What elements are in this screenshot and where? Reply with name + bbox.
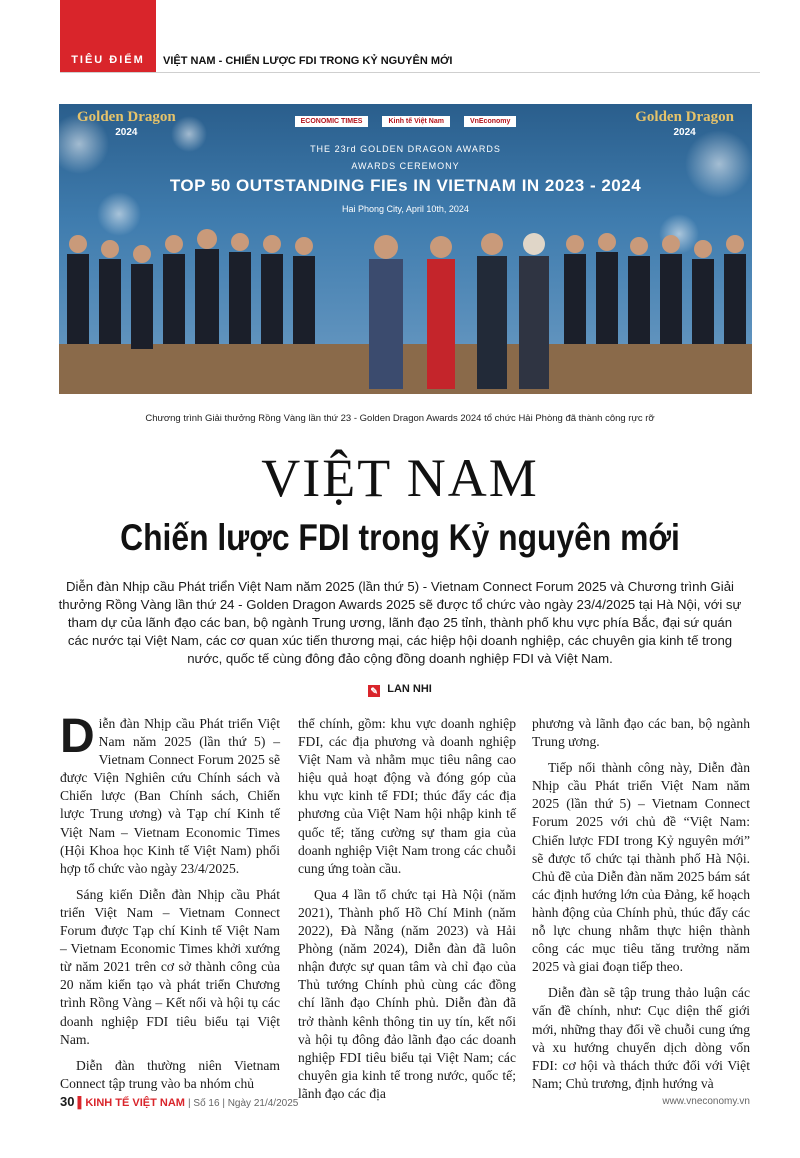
paragraph: thể chính, gồm: khu vực doanh nghiệp FDI, các địa phương và doanh nghiệp Việt Nam và nhằm mục tiêu nâng cao hiệu quả hoạt động và đóng góp của khu vực kinh tế FDI; thúc đẩy các địa phương của Việt Nam hội nhập kinh tế quốc tế; tăng cường sự tham gia của doanh nghiệp Việt Nam trong các chuỗi cung ứng toàn cầu.	[298, 716, 516, 876]
paragraph: Sáng kiến Diễn đàn Nhịp cầu Phát triển Việt Nam – Vietnam Connect Forum được Tạp chí Kinh tế Việt Nam – Vietnam Economic Times khởi xướng từ năm 2021 trên cơ sở thành công của 20 năm kiến tạo và phát triển Chương trình Rồng Vàng – Kết nối và hội tụ các doanh nghiệp FDI tiêu biểu tại Việt Nam.	[60, 886, 280, 1047]
section-tag: TIÊU ĐIỂM	[60, 0, 156, 72]
sponsor-logos	[59, 116, 752, 127]
economic-times-logo: ECONOMIC TIMES	[295, 116, 369, 127]
paragraph: Diễn đàn Nhịp cầu Phát triển Việt Nam năm 2025 (lần thứ 5) – Vietnam Connect Forum 2025 sẽ được Viện Nghiên cứu Chính sách và Chiến lược (Ban Chính sách, Chiến lược Trung ương) và Tạp chí Kinh tế Việt Nam – Vietnam Economic Times (Hội Khoa học Kinh tế Việt Nam) phối hợp tổ chức vào ngày 23/4/2025.	[60, 710, 280, 876]
header-divider	[60, 72, 760, 73]
website-link[interactable]: www.vneconomy.vn	[662, 1096, 750, 1107]
magazine-name: ▌KINH TẾ VIỆT NAM	[77, 1097, 185, 1109]
body-column-2	[298, 715, 516, 1111]
page-header	[60, 0, 760, 75]
pen-icon: ✎	[368, 685, 380, 697]
kinh-te-viet-nam-logo: Kinh tế Việt Nam	[382, 116, 450, 127]
author-byline	[0, 683, 800, 697]
author-name: LAN NHI	[387, 683, 432, 695]
golden-dragon-logo-left: Golden Dragon 2024	[77, 109, 176, 138]
section-title: VIỆT NAM - CHIẾN LƯỢC FDI TRONG KỶ NGUYÊN MỚI	[163, 55, 453, 67]
article-lead: Diễn đàn Nhịp cầu Phát triển Việt Nam năm 2025 (lần thứ 5) - Vietnam Connect Forum 2025 và Chương trình Giải thưởng Rồng Vàng lần thứ 24 - Golden Dragon Awards 2025 sẽ được tổ chức vào ngày 23/4/2025 tại Hà Nội, với sự tham dự của lãnh đạo các ban, bộ ngành Trung ương, lãnh đạo 25 tỉnh, thành phố khu vực phía Bắc, đại sứ quán các nước tại Việt Nam, các cơ quan xúc tiến thương mại, các hiệp hội doanh nghiệp, các chuyên gia kinh tế trong nước, quốc tế cùng đông đảo cộng đồng doanh nghiệp FDI và Việt Nam.	[58, 579, 742, 666]
photo-caption: Chương trình Giải thưởng Rồng Vàng lần thứ 23 - Golden Dragon Awards 2024 tổ chức Hải Phòng đã thành công rực rỡ	[145, 413, 655, 424]
paragraph: Diễn đàn sẽ tập trung thảo luận các vấn đề chính, như: Cục diện thế giới mới, những thay đổi về chuỗi cung ứng và xu hướng chuyển dịch dòng vốn FDI: cơ hội và thách thức đối với Việt Nam; Chủ trương, định hướng và	[532, 985, 750, 1091]
event-subtitle: THE 23rd GOLDEN DRAGON AWARDS	[310, 144, 501, 154]
page-footer	[60, 1094, 750, 1114]
body-column-1	[60, 710, 280, 1101]
paragraph: phương và lãnh đạo các ban, bộ ngành Trung ương.	[532, 716, 750, 750]
event-title: TOP 50 OUTSTANDING FIEs IN VIETNAM IN 2023 - 2024	[169, 176, 642, 195]
golden-dragon-logo-right: Golden Dragon 2024	[635, 109, 734, 138]
drop-cap: D	[60, 710, 95, 763]
event-photo	[59, 104, 752, 394]
body-column-3	[532, 715, 750, 1101]
paragraph: Qua 4 lần tổ chức tại Hà Nội (năm 2021), Thành phố Hồ Chí Minh (năm 2022), Đà Nẵng (năm 2023) và Hải Phòng (năm 2024), Diễn đàn đã luôn nhận được sự quan tâm và chỉ đạo của Thủ tướng Chính phủ cùng các đồng chí lãnh đạo Chính phủ. Diễn đàn đã trở thành kênh thông tin uy tín, kết nối và hội tụ đông đảo lãnh đạo các doanh nghiệp FDI tiêu biểu tại Việt Nam; các chuyên gia kinh tế trong nước, quốc tế; lãnh đạo các địa	[298, 886, 516, 1101]
issue-number: | Số 16 | Ngày 21/4/2025	[188, 1098, 299, 1109]
paragraph: Diễn đàn thường niên Vietnam Connect tập trung vào ba nhóm chủ	[60, 1057, 280, 1091]
article-subtitle: Chiến lược FDI trong Kỷ nguyên mới	[120, 517, 680, 558]
article-title: VIỆT NAM	[261, 448, 539, 508]
page-number: 30	[60, 1094, 75, 1109]
paragraph: Tiếp nối thành công này, Diễn đàn Nhịp cầu Phát triển Việt Nam năm 2025 (lần thứ 5) – Vietnam Connect Forum 2025 với chủ đề “Việt Nam: Chiến lược FDI trong Kỷ nguyên mới” sẽ được tổ chức tại thành phố Hà Nội. Chủ đề của Diễn đàn năm 2025 bám sát các định hướng lớn của Đảng, kế hoạch hành động của Chính phủ, thúc đẩy các nỗ lực chung nhằm thực hiện thành công các mục tiêu tăng trưởng năm 2025 và giai đoạn tiếp theo.	[532, 760, 750, 975]
event-location: Hai Phong City, April 10th, 2024	[342, 204, 469, 214]
event-ceremony: AWARDS CEREMONY	[351, 161, 460, 171]
vneconomy-logo: VnEconomy	[464, 116, 516, 127]
